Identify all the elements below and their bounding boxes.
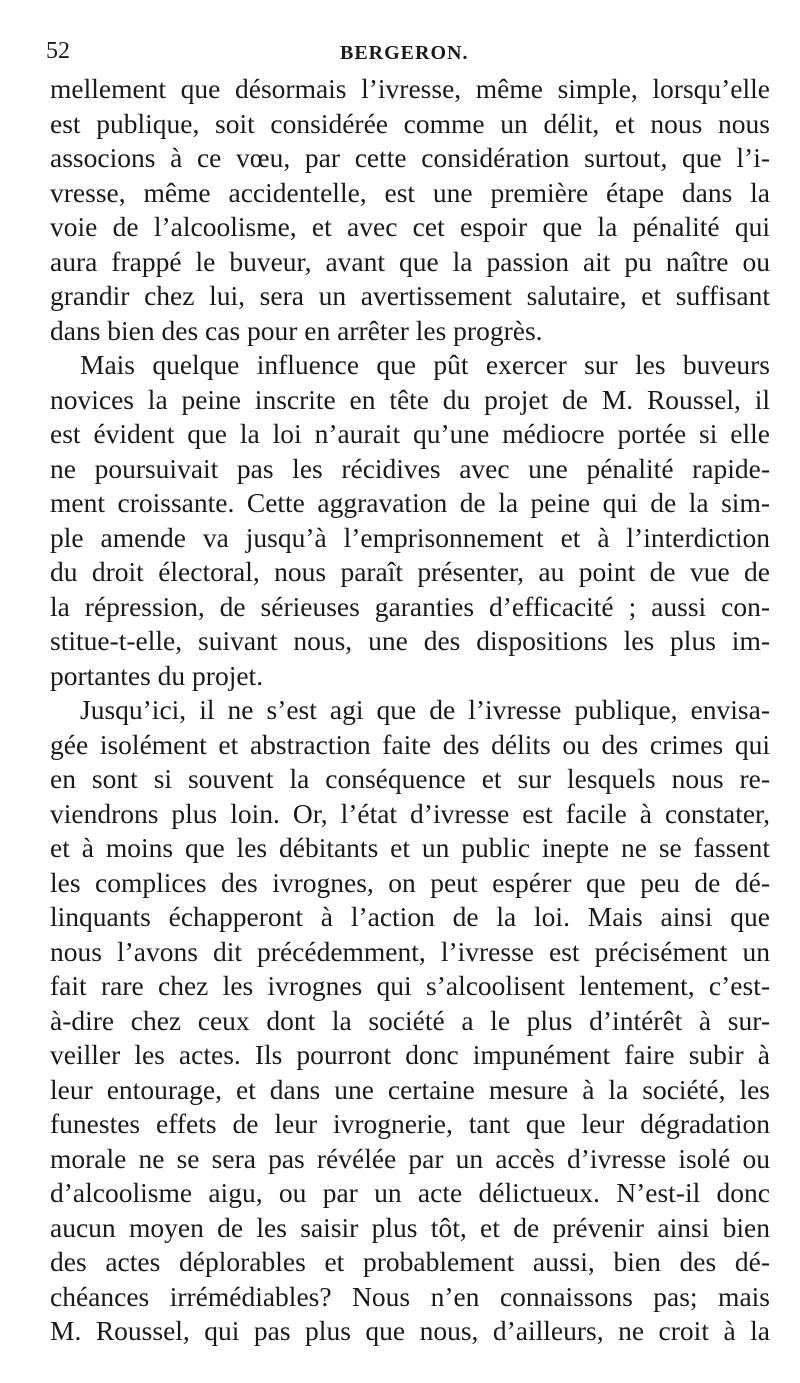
text-line: grandir chez lui, sera un avertissement salutaire, et suffisant <box>50 280 770 311</box>
text-line: gée isolément et abstraction faite des délits ou des crimes qui <box>50 728 770 760</box>
text-line: nous l’avons dit précédemment, l’ivresse est précisément un <box>50 935 770 967</box>
page-number: 52 <box>46 38 70 64</box>
body-text <box>50 72 770 1349</box>
text-line: associons à ce vœu, par cette considération surtout, que l’i- <box>50 142 770 173</box>
text-line: morale ne se sera pas révélée par un accès d’ivresse isolé ou <box>50 1142 770 1174</box>
text-line: leur entourage, et dans une certaine mesure à la société, les <box>50 1073 770 1105</box>
text-line: ple amende va jusqu’à l’emprisonnement et à l’interdiction <box>50 521 770 553</box>
text-line: portantes du projet. <box>50 659 264 691</box>
text-line: est publique, soit considérée comme un délit, et nous nous <box>50 107 770 139</box>
text-line: les complices des ivrognes, on peut espérer que peu de dé- <box>50 866 770 898</box>
text-line: chéances irrémédiables? Nous n’en connaissons pas; mais <box>50 1280 770 1312</box>
text-line: funestes effets de leur ivrognerie, tant que leur dégradation <box>50 1108 770 1139</box>
text-line: mellement que désormais l’ivresse, même simple, lorsqu’elle <box>50 73 770 104</box>
text-line: viendrons plus loin. Or, l’état d’ivresse est facile à constater, <box>50 797 770 829</box>
text-line: Mais quelque influence que pût exercer sur les buveurs <box>80 349 770 380</box>
text-line: ne poursuivait pas les récidives avec une pénalité rapide- <box>50 452 770 484</box>
text-line: des actes déplorables et probablement aussi, bien des dé- <box>50 1246 770 1277</box>
running-head: BERGERON. <box>340 42 469 64</box>
text-line: d’alcoolisme aigu, ou par un acte délictueux. N’est-il donc <box>50 1177 770 1208</box>
text-line: linquants échapperont à l’action de la loi. Mais ainsi que <box>50 901 770 932</box>
text-line: fait rare chez les ivrognes qui s’alcoolisent lentement, c’est- <box>50 970 770 1001</box>
text-line: la répression, de sérieuses garanties d’efficacité ; aussi con- <box>50 590 770 622</box>
text-line: est évident que la loi n’aurait qu’une médiocre portée si elle <box>50 418 770 449</box>
text-line: novices la peine inscrite en tête du projet de M. Roussel, il <box>50 383 770 415</box>
text-line: veiller les actes. Ils pourront donc impunément faire subir à <box>50 1039 770 1070</box>
text-line: en sont si souvent la conséquence et sur lesquels nous re- <box>50 763 770 794</box>
text-line: aura frappé le buveur, avant que la passion ait pu naître ou <box>50 245 770 277</box>
text-line: stitue-t-elle, suivant nous, une des dispositions les plus im- <box>50 625 770 656</box>
page-header <box>46 38 754 72</box>
text-line: aucun moyen de les saisir plus tôt, et de prévenir ainsi bien <box>50 1211 770 1243</box>
text-line: ment croissante. Cette aggravation de la peine qui de la sim- <box>50 487 770 518</box>
text-line: à-dire chez ceux dont la société a le plus d’intérêt à sur- <box>50 1004 770 1036</box>
text-line: voie de l’alcoolisme, et avec cet espoir que la pénalité qui <box>50 211 770 242</box>
text-line: du droit électoral, nous paraît présenter, au point de vue de <box>50 556 770 587</box>
text-line: dans bien des cas pour en arrêter les progrès. <box>50 314 543 346</box>
text-line: et à moins que les débitants et un public inepte ne se fassent <box>50 832 770 863</box>
text-line: vresse, même accidentelle, est une première étape dans la <box>50 176 770 208</box>
text-line: Jusqu’ici, il ne s’est agi que de l’ivresse publique, envisa- <box>80 694 770 725</box>
text-line: M. Roussel, qui pas plus que nous, d’ailleurs, ne croit à la <box>50 1315 770 1346</box>
